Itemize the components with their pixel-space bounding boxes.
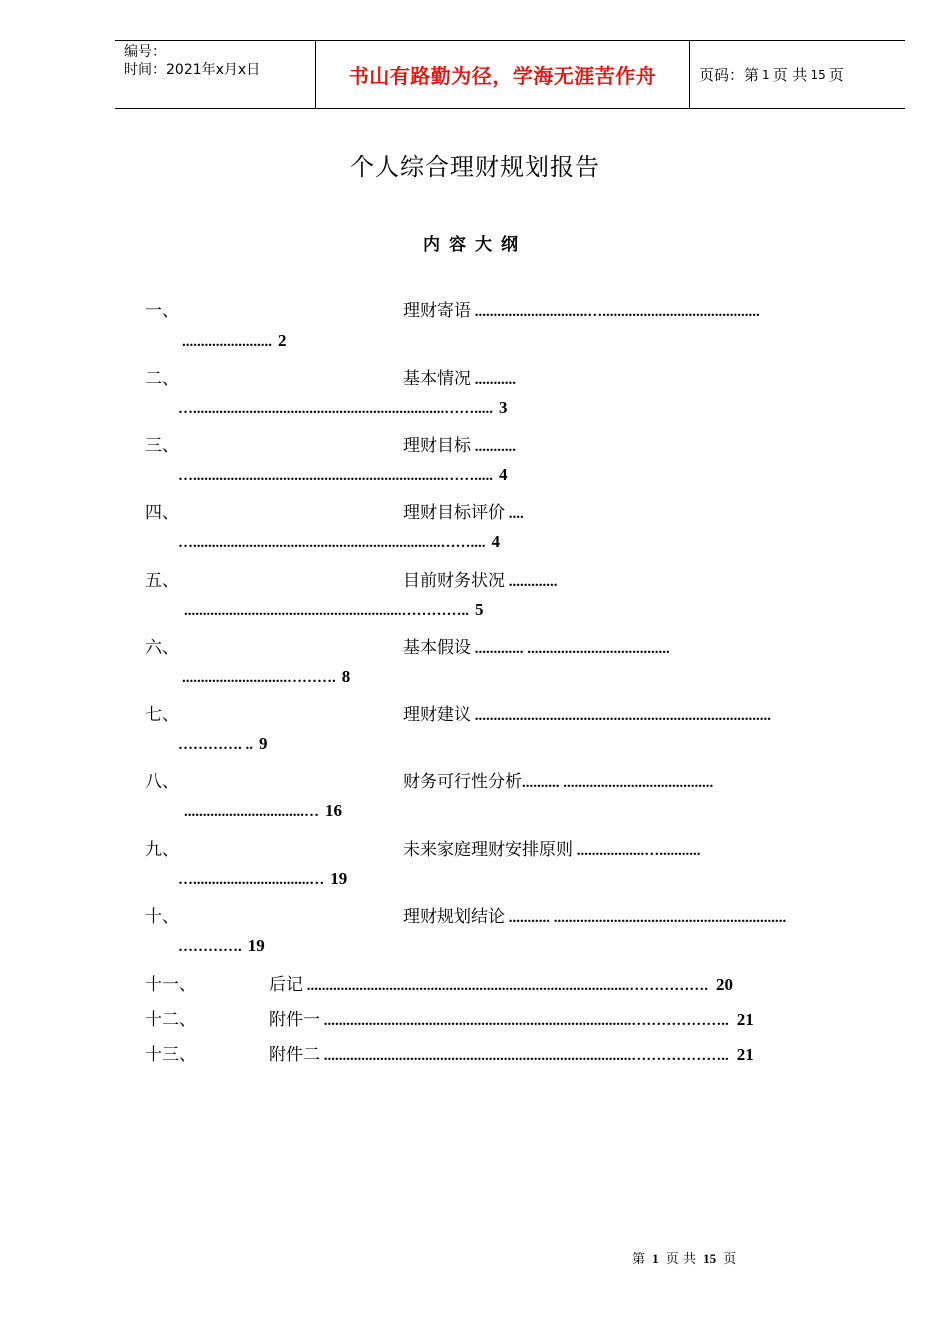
page-mid: 页 共 (772, 66, 808, 84)
toc-entry[interactable] (403, 700, 771, 725)
toc-page-number: 9 (259, 734, 268, 753)
toc-leader: .......... ........................................ (522, 775, 714, 791)
toc-title: 附件一 (269, 1010, 320, 1030)
page-footer (632, 1248, 736, 1267)
toc-entry[interactable] (403, 835, 701, 860)
toc-number: 二、 (145, 369, 179, 389)
toc-leader: ........................ (182, 334, 272, 350)
footer-mid2: 共 (682, 1252, 696, 1267)
toc-entry[interactable] (403, 431, 516, 456)
toc-title: 理财目标 (403, 436, 471, 456)
toc-number: 一、 (145, 301, 179, 321)
serial-label: 编号： (124, 44, 166, 60)
toc-continuation (178, 869, 347, 889)
toc-page-number: 21 (736, 1010, 754, 1029)
toc-leader: ................................… (184, 804, 319, 820)
toc-leader: ..................................................................................……………….. (320, 1048, 729, 1064)
toc-leader: ..................................................................................……………….. (320, 1013, 729, 1029)
toc-entry[interactable] (403, 364, 516, 389)
toc-page-number: 8 (341, 667, 351, 686)
toc-leader: .... (505, 506, 524, 522)
toc-leader: …..................................................................…….... (178, 535, 486, 551)
toc-entry[interactable] (269, 970, 733, 995)
document-title: 个人综合理财规划报告 (350, 153, 600, 181)
toc-leader: ......................................................................................……………. (303, 978, 708, 994)
toc-number: 三、 (145, 436, 179, 456)
header-motto: 书山有路勤为径，学海无涯苦作舟 (315, 41, 690, 108)
toc-continuation (178, 465, 508, 485)
toc-number: 五、 (145, 571, 179, 591)
toc-entry[interactable] (269, 1040, 754, 1065)
footer-prefix: 第 (632, 1252, 646, 1267)
toc-number: 八、 (145, 772, 179, 792)
toc-page-number: 19 (247, 936, 265, 955)
toc-title: 目前财务状况 (403, 571, 505, 591)
toc-number: 九、 (145, 840, 179, 860)
toc-leader: ........... (471, 439, 516, 455)
toc-number: 四、 (145, 503, 179, 523)
toc-title: 理财规划结论 (403, 907, 505, 927)
toc-leader: …...................................................................……..... (178, 468, 493, 484)
toc-continuation (184, 801, 342, 821)
toc-number: 六、 (145, 638, 179, 658)
page-prefix: 页码：第 (699, 66, 760, 84)
page-suffix: 页 (828, 66, 844, 84)
toc-page-number: 19 (330, 869, 348, 888)
toc-entry[interactable] (403, 566, 558, 591)
toc-page-number: 4 (491, 532, 500, 551)
toc-title: 理财建议 (403, 705, 471, 725)
footer-total-pages: 15 (703, 1251, 717, 1266)
time-label: 时间：2021年x月x日 (124, 62, 261, 78)
toc-title: 基本情况 (403, 369, 471, 389)
toc-leader: ..................…........... (573, 843, 701, 859)
toc-leader: …...............................… (178, 872, 325, 888)
toc-continuation (178, 734, 268, 754)
toc-page-number: 21 (736, 1045, 754, 1064)
footer-current-page: 1 (652, 1251, 659, 1266)
toc-continuation (184, 600, 484, 620)
toc-leader: ............................………. (182, 670, 336, 686)
toc-number: 十、 (145, 907, 179, 927)
toc-page-number: 5 (475, 600, 484, 619)
toc-number: 十一、 (145, 975, 196, 995)
toc-entry[interactable] (403, 633, 670, 658)
page-current: 1 (762, 67, 770, 82)
toc-leader: …………. (178, 939, 242, 955)
toc-title: 附件二 (269, 1045, 320, 1065)
toc-entry[interactable] (403, 767, 713, 792)
toc-continuation (178, 936, 265, 956)
footer-suffix: 页 (723, 1252, 737, 1267)
toc-leader: ............. ...................................... (471, 641, 670, 657)
toc-title: 未来家庭理财安排原则 (403, 840, 573, 860)
toc-entry[interactable] (403, 902, 786, 927)
toc-leader: ........... .............................................................. (505, 910, 787, 926)
outline-heading: 内容大纲 (423, 235, 527, 255)
toc-leader: …………. .. (178, 737, 253, 753)
toc-entry[interactable] (403, 296, 760, 321)
toc-leader: ........... (471, 372, 516, 388)
toc-entry[interactable] (269, 1005, 754, 1030)
toc-title: 后记 (269, 975, 303, 995)
toc-leader: ..........................................................………….. (184, 603, 469, 619)
toc-entry[interactable] (403, 498, 524, 523)
toc-title: 基本假设 (403, 638, 471, 658)
toc-continuation (182, 331, 287, 351)
toc-number: 七、 (145, 705, 179, 725)
toc-title: 财务可行性分析 (403, 772, 522, 792)
toc-continuation (182, 667, 350, 687)
toc-continuation (178, 532, 500, 552)
toc-leader: …...................................................................……..... (178, 401, 493, 417)
toc-page-number: 2 (278, 331, 287, 350)
toc-number: 十二、 (145, 1010, 196, 1030)
toc-page-number: 4 (499, 465, 508, 484)
toc-number: 十三、 (145, 1045, 196, 1065)
toc-leader: ............. (505, 574, 558, 590)
page-total: 15 (810, 67, 826, 82)
toc-page-number: 20 (716, 975, 733, 994)
toc-leader: ............................................................................... (471, 708, 771, 724)
toc-title: 理财寄语 (403, 301, 471, 321)
footer-mid1: 页 (665, 1252, 679, 1267)
toc-continuation (178, 398, 508, 418)
toc-title: 理财目标评价 (403, 503, 505, 523)
toc-leader: ..............................….......................................... (471, 304, 760, 320)
toc-page-number: 16 (325, 801, 342, 820)
toc-page-number: 3 (499, 398, 508, 417)
